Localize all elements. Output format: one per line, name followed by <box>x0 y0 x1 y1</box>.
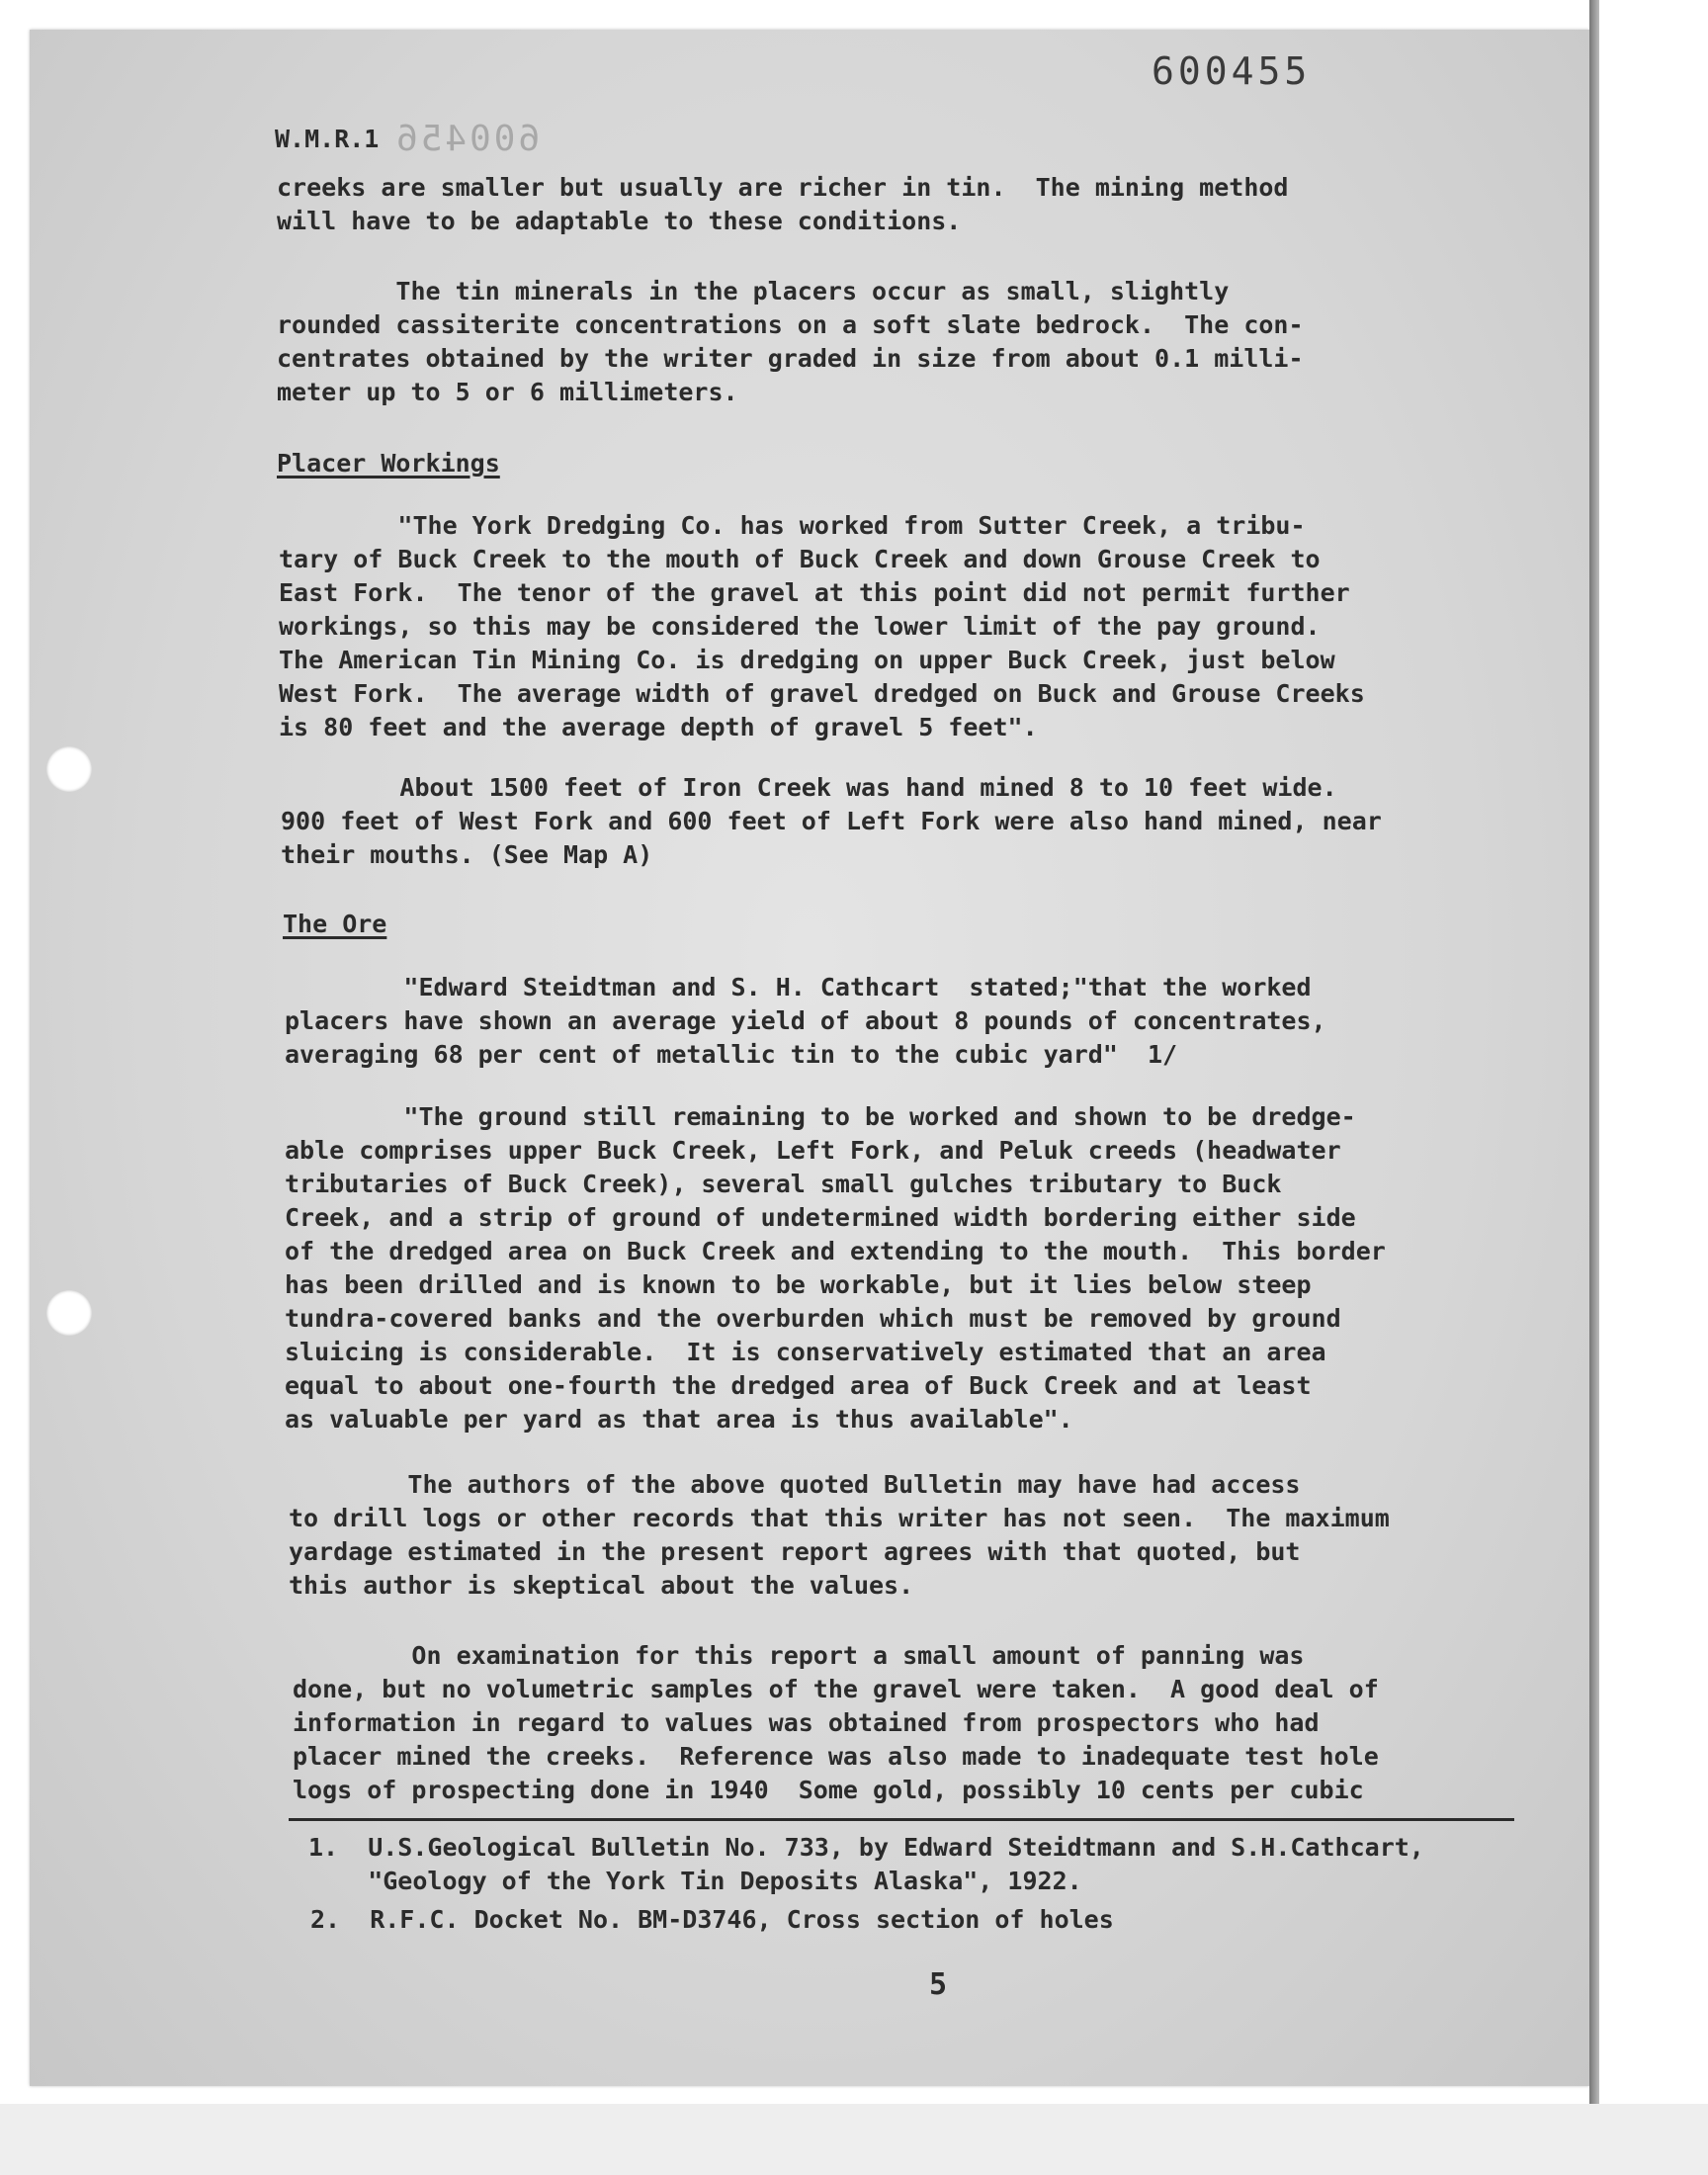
footnote-1: 1. U.S.Geological Bulletin No. 733, by Edward Steidtmann and S.H.Cathcart, "Geology of the York Tin Deposits Alaska", 1922. <box>308 1833 1424 1895</box>
heading-placer-workings: Placer Workings <box>277 449 500 478</box>
footnote-2: 2. R.F.C. Docket No. BM-D3746, Cross section of holes <box>310 1905 1114 1934</box>
reference-code: W.M.R.1 <box>275 125 380 153</box>
paragraph-york-dredging: "The York Dredging Co. has worked from Sutter Creek, a tribu- tary of Buck Creek to the mouth of Buck Creek and down Grouse Creek to East Fork. The tenor of the gravel at this point did not permit further workings, so this may be considered the lower limit of the pay ground. The American Tin Mining Co. is dredging on upper Buck Creek, just below West Fork. The average width of gravel dredged on Buck and Grouse Creeks is 80 feet and the average depth of gravel 5 feet". <box>279 511 1365 741</box>
punch-hole-bottom <box>46 1290 92 1336</box>
document-stamp-number: 600455 <box>1152 49 1312 93</box>
paragraph-tin-minerals: The tin minerals in the placers occur as small, slightly rounded cassiterite concentrations on a soft slate bedrock. The con- centrates obtained by the writer graded in size from about 0.1 milli- meter up to 5 or 6 millimeters. <box>277 277 1304 406</box>
footnote-divider <box>289 1818 1514 1821</box>
paragraph-examination: On examination for this report a small amount of panning was done, but no volumetric samples of the gravel were taken. A good deal of information in regard to values was obtained from prospectors who had placer mined the creeks. Reference was also made to inadequate test hole logs of prospecting done in 1940 Some gold, possibly 10 cents per cubic <box>293 1641 1379 1804</box>
page-number: 5 <box>929 1967 948 2002</box>
mirrored-stamp-number: 600456 <box>393 119 541 159</box>
paragraph-steidtman-quote: "Edward Steidtman and S. H. Cathcart stated;"that the worked placers have shown an average yield of about 8 pounds of concentrates, averaging 68 per cent of metallic tin to the cubic yard" 1/ <box>285 973 1326 1069</box>
punch-hole-top <box>46 746 92 792</box>
paragraph-bulletin-authors: The authors of the above quoted Bulletin may have had access to drill logs or other records that this writer has not seen. The maximum yardage estimated in the present report agrees with that quoted, but this author is skeptical about the values. <box>289 1470 1390 1600</box>
heading-the-ore: The Ore <box>283 910 387 938</box>
scan-margin <box>0 2104 1708 2175</box>
paragraph-intro: creeks are smaller but usually are richer in tin. The mining method will have to be adaptable to these conditions. <box>277 173 1289 235</box>
paragraph-iron-creek: About 1500 feet of Iron Creek was hand mined 8 to 10 feet wide. 900 feet of West Fork and 600 feet of Left Fork were also hand mined, near their mouths. (See Map A) <box>281 773 1382 869</box>
scanner-edge <box>1589 0 1599 2175</box>
paragraph-remaining-ground: "The ground still remaining to be worked and shown to be dredge- able comprises upper Buck Creek, Left Fork, and Peluk creeds (headwater tributaries of Buck Creek), several small gulches tributary to Buck Creek, and a strip of ground of undetermined width bordering either side of the dredged area on Buck Creek and extending to the mouth. This border has been drilled and is known to be workable, but it lies below steep tundra-covered banks and the overburden which must be removed by ground sluicing is considerable. It is conservatively estimated that an area equal to about one-fourth the dredged area of Buck Creek and at least as valuable per yard as that area is thus available". <box>285 1102 1386 1434</box>
